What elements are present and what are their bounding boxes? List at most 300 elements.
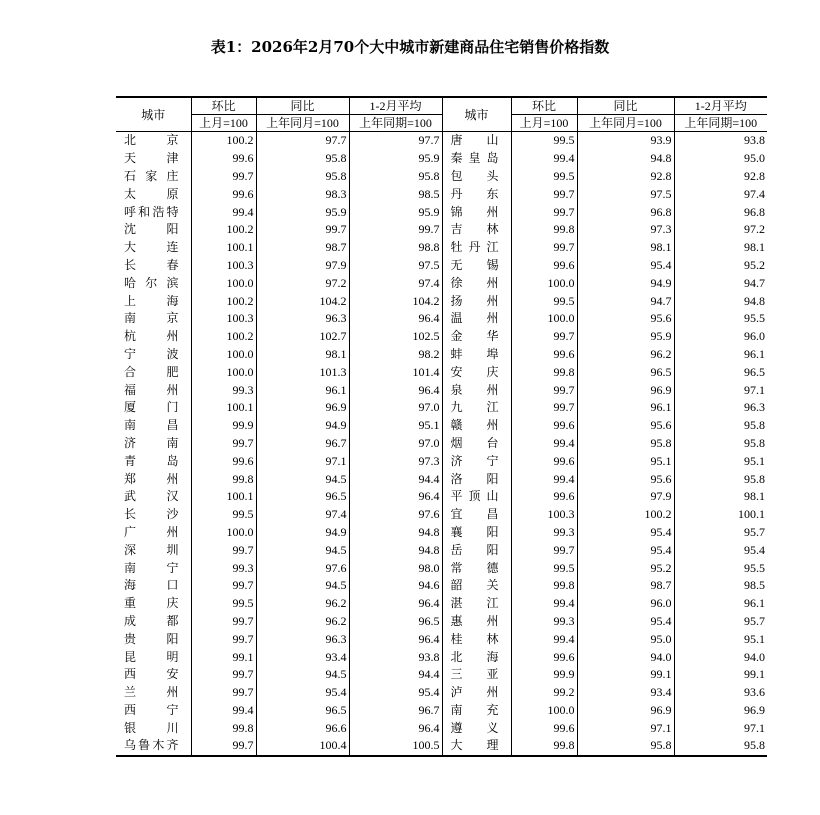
yoy-value: 95.6 — [577, 417, 674, 435]
avg-value: 96.9 — [674, 702, 767, 720]
mom-value: 99.1 — [191, 648, 256, 666]
mom-value: 99.6 — [511, 417, 577, 435]
mom-value: 99.7 — [191, 737, 256, 756]
yoy-value: 94.5 — [256, 541, 349, 559]
city-name: 岳阳 — [442, 541, 511, 559]
avg-value: 99.1 — [674, 666, 767, 684]
yoy-value: 100.2 — [577, 506, 674, 524]
avg-header-left: 1-2月平均 — [349, 97, 442, 115]
yoy-value: 100.4 — [256, 737, 349, 756]
yoy-value: 96.9 — [577, 702, 674, 720]
avg-value: 96.4 — [349, 310, 442, 328]
yoy-value: 93.4 — [577, 684, 674, 702]
city-name: 福州 — [124, 382, 179, 397]
table-row — [116, 328, 767, 346]
avg-value: 95.9 — [349, 150, 442, 168]
city-name: 太原 — [124, 186, 179, 201]
mom-value: 99.6 — [511, 719, 577, 737]
yoy-value: 94.8 — [577, 150, 674, 168]
mom-value: 99.7 — [511, 328, 577, 346]
yoy-value: 98.7 — [577, 577, 674, 595]
city-name: 西安 — [124, 667, 179, 682]
mom-value: 99.7 — [191, 435, 256, 453]
mom-value: 99.5 — [191, 595, 256, 613]
mom-value: 99.6 — [191, 150, 256, 168]
avg-value: 93.8 — [349, 648, 442, 666]
table-row — [116, 595, 767, 613]
avg-value: 93.8 — [674, 132, 767, 150]
mom-value: 99.3 — [191, 559, 256, 577]
city-name: 无锡 — [442, 257, 511, 275]
avg-value: 104.2 — [349, 292, 442, 310]
city-name: 南昌 — [124, 418, 179, 433]
mom-value: 99.6 — [511, 452, 577, 470]
avg-value: 96.8 — [674, 203, 767, 221]
city-name: 呼和浩特 — [124, 204, 179, 219]
mom-value: 99.5 — [511, 292, 577, 310]
yoy-value: 94.9 — [577, 274, 674, 292]
table-row — [116, 239, 767, 257]
mom-value: 100.3 — [191, 310, 256, 328]
avg-value: 95.1 — [674, 452, 767, 470]
yoy-value: 95.9 — [577, 328, 674, 346]
city-name: 上海 — [124, 293, 179, 308]
city-name: 九江 — [442, 399, 511, 417]
yoy-value: 97.1 — [577, 719, 674, 737]
table-row — [116, 274, 767, 292]
yoy-value: 95.4 — [577, 613, 674, 631]
avg-value: 95.8 — [674, 417, 767, 435]
city-name: 深圳 — [124, 542, 179, 557]
yoy-value: 96.3 — [256, 310, 349, 328]
avg-value: 96.4 — [349, 595, 442, 613]
mom-value: 99.9 — [191, 417, 256, 435]
city-header-left: 城市 — [116, 97, 191, 132]
yoy-value: 92.8 — [577, 168, 674, 186]
avg-value: 97.4 — [349, 274, 442, 292]
yoy-value: 96.1 — [577, 399, 674, 417]
yoy-value: 95.4 — [577, 257, 674, 275]
mom-value: 99.4 — [511, 435, 577, 453]
yoy-value: 93.4 — [256, 648, 349, 666]
yoy-value: 94.7 — [577, 292, 674, 310]
avg-value: 98.8 — [349, 239, 442, 257]
mom-value: 99.8 — [191, 719, 256, 737]
yoy-value: 96.9 — [256, 399, 349, 417]
avg-value: 94.7 — [674, 274, 767, 292]
yoy-value: 95.4 — [577, 541, 674, 559]
avg-value: 96.4 — [349, 381, 442, 399]
yoy-value: 93.9 — [577, 132, 674, 150]
yoy-value: 98.7 — [256, 239, 349, 257]
mom-value: 99.7 — [511, 399, 577, 417]
yoy-value: 95.9 — [256, 203, 349, 221]
yoy-value: 97.5 — [577, 185, 674, 203]
table-row — [116, 737, 767, 756]
mom-value: 99.8 — [511, 737, 577, 756]
avg-value: 94.6 — [349, 577, 442, 595]
mom-value: 100.2 — [191, 292, 256, 310]
yoy-value: 99.1 — [577, 666, 674, 684]
city-name: 安庆 — [442, 363, 511, 381]
mom-value: 99.6 — [511, 257, 577, 275]
city-name: 沈阳 — [124, 222, 179, 237]
city-name: 郑州 — [124, 471, 179, 486]
avg-value: 98.5 — [674, 577, 767, 595]
mom-header-right: 环比 — [511, 97, 577, 115]
table-row — [116, 630, 767, 648]
mom-value: 99.3 — [511, 613, 577, 631]
table-row — [116, 559, 767, 577]
avg-value: 97.1 — [674, 719, 767, 737]
table-row — [116, 203, 767, 221]
city-name: 长沙 — [124, 507, 179, 522]
city-name: 大理 — [442, 737, 511, 756]
city-name: 成都 — [124, 613, 179, 628]
avg-value: 95.5 — [674, 310, 767, 328]
mom-value: 99.8 — [511, 363, 577, 381]
avg-value: 94.8 — [349, 541, 442, 559]
price-index-table — [116, 96, 767, 757]
city-name: 宜昌 — [442, 506, 511, 524]
table-row — [116, 470, 767, 488]
table-row — [116, 257, 767, 275]
avg-value: 96.5 — [674, 363, 767, 381]
city-name: 襄阳 — [442, 524, 511, 542]
mom-base-right: 上月=100 — [511, 115, 577, 132]
mom-value: 99.4 — [511, 630, 577, 648]
table-row — [116, 185, 767, 203]
table-row — [116, 577, 767, 595]
yoy-value: 96.5 — [577, 363, 674, 381]
mom-value: 99.7 — [511, 203, 577, 221]
yoy-value: 95.6 — [577, 310, 674, 328]
mom-value: 99.4 — [511, 470, 577, 488]
city-name: 北海 — [442, 648, 511, 666]
city-name: 南充 — [442, 702, 511, 720]
table-row — [116, 702, 767, 720]
mom-value: 99.7 — [511, 541, 577, 559]
mom-value: 99.3 — [511, 524, 577, 542]
yoy-value: 96.8 — [577, 203, 674, 221]
avg-base-right: 上年同期=100 — [674, 115, 767, 132]
yoy-value: 97.6 — [256, 559, 349, 577]
mom-value: 100.1 — [191, 399, 256, 417]
mom-value: 99.8 — [191, 470, 256, 488]
avg-value: 94.4 — [349, 470, 442, 488]
mom-value: 99.6 — [511, 488, 577, 506]
avg-value: 100.5 — [349, 737, 442, 756]
yoy-value: 97.3 — [577, 221, 674, 239]
avg-value: 96.1 — [674, 346, 767, 364]
city-name: 锦州 — [442, 203, 511, 221]
mom-value: 99.5 — [511, 168, 577, 186]
avg-value: 98.1 — [674, 239, 767, 257]
table-row — [116, 310, 767, 328]
city-name: 哈尔滨 — [124, 275, 179, 290]
yoy-value: 94.5 — [256, 666, 349, 684]
avg-value: 96.5 — [349, 613, 442, 631]
city-name: 广州 — [124, 524, 179, 539]
city-name: 蚌埠 — [442, 346, 511, 364]
yoy-value: 99.7 — [256, 221, 349, 239]
table-row — [116, 363, 767, 381]
mom-value: 100.0 — [191, 346, 256, 364]
yoy-base-left: 上年同月=100 — [256, 115, 349, 132]
mom-value: 100.3 — [191, 257, 256, 275]
mom-value: 100.0 — [191, 274, 256, 292]
avg-value: 97.0 — [349, 399, 442, 417]
city-name: 包头 — [442, 168, 511, 186]
city-header-right: 城市 — [442, 97, 511, 132]
yoy-value: 95.8 — [256, 168, 349, 186]
mom-value: 99.7 — [191, 684, 256, 702]
mom-value: 99.6 — [191, 452, 256, 470]
yoy-value: 97.1 — [256, 452, 349, 470]
yoy-value: 95.0 — [577, 630, 674, 648]
mom-value: 100.0 — [511, 310, 577, 328]
city-name: 温州 — [442, 310, 511, 328]
avg-header-right: 1-2月平均 — [674, 97, 767, 115]
city-name: 吉林 — [442, 221, 511, 239]
table-row — [116, 132, 767, 150]
yoy-value: 96.3 — [256, 630, 349, 648]
mom-value: 99.5 — [511, 559, 577, 577]
mom-value: 99.5 — [511, 132, 577, 150]
yoy-value: 96.5 — [256, 488, 349, 506]
avg-value: 99.7 — [349, 221, 442, 239]
yoy-value: 97.2 — [256, 274, 349, 292]
avg-value: 96.4 — [349, 719, 442, 737]
avg-value: 95.8 — [674, 737, 767, 756]
avg-value: 102.5 — [349, 328, 442, 346]
avg-value: 96.7 — [349, 702, 442, 720]
avg-value: 95.5 — [674, 559, 767, 577]
table-row — [116, 417, 767, 435]
avg-value: 95.7 — [674, 524, 767, 542]
city-name: 重庆 — [124, 596, 179, 611]
city-name: 洛阳 — [442, 470, 511, 488]
table-row — [116, 488, 767, 506]
mom-value: 99.7 — [191, 613, 256, 631]
avg-value: 96.4 — [349, 630, 442, 648]
mom-value: 99.8 — [511, 221, 577, 239]
avg-value: 92.8 — [674, 168, 767, 186]
yoy-value: 94.5 — [256, 470, 349, 488]
city-name: 青岛 — [124, 453, 179, 468]
yoy-value: 97.9 — [256, 257, 349, 275]
mom-value: 100.1 — [191, 488, 256, 506]
table-row — [116, 381, 767, 399]
mom-value: 99.7 — [511, 381, 577, 399]
yoy-value: 96.2 — [256, 613, 349, 631]
mom-value: 99.8 — [511, 577, 577, 595]
avg-value: 96.0 — [674, 328, 767, 346]
avg-value: 95.4 — [674, 541, 767, 559]
avg-value: 97.3 — [349, 452, 442, 470]
yoy-value: 95.8 — [577, 435, 674, 453]
city-name: 平顶山 — [442, 488, 511, 506]
yoy-value: 96.6 — [256, 719, 349, 737]
table-row — [116, 684, 767, 702]
mom-value: 99.4 — [511, 595, 577, 613]
yoy-value: 96.0 — [577, 595, 674, 613]
city-name: 遵义 — [442, 719, 511, 737]
yoy-value: 94.5 — [256, 577, 349, 595]
mom-value: 99.7 — [191, 577, 256, 595]
avg-value: 97.4 — [674, 185, 767, 203]
mom-value: 99.6 — [511, 648, 577, 666]
city-name: 南宁 — [124, 560, 179, 575]
yoy-value: 95.4 — [577, 524, 674, 542]
avg-value: 95.9 — [349, 203, 442, 221]
mom-value: 99.6 — [511, 346, 577, 364]
city-name: 三亚 — [442, 666, 511, 684]
city-name: 宁波 — [124, 346, 179, 361]
table-row — [116, 506, 767, 524]
city-name: 桂林 — [442, 630, 511, 648]
city-name: 北京 — [124, 133, 179, 148]
table-row — [116, 435, 767, 453]
city-name: 秦皇岛 — [442, 150, 511, 168]
mom-value: 99.4 — [511, 150, 577, 168]
mom-value: 99.3 — [191, 381, 256, 399]
mom-value: 99.9 — [511, 666, 577, 684]
table-row — [116, 399, 767, 417]
city-name: 韶关 — [442, 577, 511, 595]
mom-base-left: 上月=100 — [191, 115, 256, 132]
table-row — [116, 666, 767, 684]
avg-value: 95.1 — [674, 630, 767, 648]
city-name: 湛江 — [442, 595, 511, 613]
city-name: 厦门 — [124, 400, 179, 415]
mom-value: 100.2 — [191, 328, 256, 346]
yoy-value: 95.4 — [256, 684, 349, 702]
city-name: 扬州 — [442, 292, 511, 310]
avg-value: 97.2 — [674, 221, 767, 239]
avg-value: 97.0 — [349, 435, 442, 453]
city-name: 济宁 — [442, 452, 511, 470]
table-row — [116, 346, 767, 364]
avg-value: 94.8 — [674, 292, 767, 310]
table-body — [116, 132, 767, 756]
city-name: 昆明 — [124, 649, 179, 664]
yoy-value: 98.1 — [256, 346, 349, 364]
table-row — [116, 719, 767, 737]
city-name: 唐山 — [442, 132, 511, 150]
mom-value: 99.6 — [191, 185, 256, 203]
city-name: 石家庄 — [124, 168, 179, 183]
city-name: 赣州 — [442, 417, 511, 435]
city-name: 南京 — [124, 311, 179, 326]
mom-value: 99.4 — [191, 702, 256, 720]
mom-value: 99.7 — [191, 168, 256, 186]
mom-value: 100.0 — [191, 363, 256, 381]
city-name: 泉州 — [442, 381, 511, 399]
city-name: 贵阳 — [124, 631, 179, 646]
table-row — [116, 168, 767, 186]
city-name: 武汉 — [124, 489, 179, 504]
city-name: 惠州 — [442, 613, 511, 631]
table-row — [116, 541, 767, 559]
yoy-value: 95.1 — [577, 452, 674, 470]
table-row — [116, 221, 767, 239]
yoy-value: 95.8 — [256, 150, 349, 168]
yoy-value: 104.2 — [256, 292, 349, 310]
city-name: 乌鲁木齐 — [116, 737, 191, 756]
avg-value: 97.5 — [349, 257, 442, 275]
mom-value: 100.0 — [191, 524, 256, 542]
page-title: 表1：2026年2月70个大中城市新建商品住宅销售价格指数 — [210, 38, 610, 56]
mom-value: 99.7 — [191, 541, 256, 559]
avg-value: 94.0 — [674, 648, 767, 666]
avg-base-left: 上年同期=100 — [349, 115, 442, 132]
yoy-value: 94.0 — [577, 648, 674, 666]
city-name: 常德 — [442, 559, 511, 577]
city-name: 徐州 — [442, 274, 511, 292]
yoy-value: 98.3 — [256, 185, 349, 203]
city-name: 杭州 — [124, 329, 179, 344]
table-row — [116, 648, 767, 666]
avg-value: 101.4 — [349, 363, 442, 381]
yoy-value: 96.2 — [577, 346, 674, 364]
avg-value: 96.1 — [674, 595, 767, 613]
avg-value: 97.1 — [674, 381, 767, 399]
avg-value: 94.8 — [349, 524, 442, 542]
avg-value: 96.3 — [674, 399, 767, 417]
city-name: 金华 — [442, 328, 511, 346]
yoy-value: 95.6 — [577, 470, 674, 488]
mom-value: 100.1 — [191, 239, 256, 257]
mom-value: 99.7 — [191, 666, 256, 684]
avg-value: 95.4 — [349, 684, 442, 702]
mom-value: 100.2 — [191, 221, 256, 239]
city-name: 合肥 — [124, 364, 179, 379]
yoy-value: 96.1 — [256, 381, 349, 399]
yoy-header-right: 同比 — [577, 97, 674, 115]
yoy-value: 96.2 — [256, 595, 349, 613]
mom-value: 100.2 — [191, 132, 256, 150]
city-name: 济南 — [124, 435, 179, 450]
mom-value: 100.0 — [511, 702, 577, 720]
yoy-value: 95.2 — [577, 559, 674, 577]
avg-value: 98.5 — [349, 185, 442, 203]
table-row — [116, 150, 767, 168]
city-name: 大连 — [124, 240, 179, 255]
city-name: 海口 — [124, 578, 179, 593]
city-name: 西宁 — [124, 702, 179, 717]
mom-value: 99.2 — [511, 684, 577, 702]
city-name: 银川 — [124, 720, 179, 735]
city-name: 牡丹江 — [442, 239, 511, 257]
avg-value: 97.7 — [349, 132, 442, 150]
yoy-value: 102.7 — [256, 328, 349, 346]
avg-value: 95.0 — [674, 150, 767, 168]
mom-value: 99.7 — [191, 630, 256, 648]
avg-value: 100.1 — [674, 506, 767, 524]
yoy-value: 94.9 — [256, 524, 349, 542]
avg-value: 98.2 — [349, 346, 442, 364]
mom-value: 99.7 — [511, 185, 577, 203]
city-name: 泸州 — [442, 684, 511, 702]
city-name: 天津 — [124, 151, 179, 166]
table-header — [116, 97, 767, 132]
yoy-value: 94.9 — [256, 417, 349, 435]
avg-value: 97.6 — [349, 506, 442, 524]
avg-value: 95.7 — [674, 613, 767, 631]
yoy-header-left: 同比 — [256, 97, 349, 115]
mom-header-left: 环比 — [191, 97, 256, 115]
